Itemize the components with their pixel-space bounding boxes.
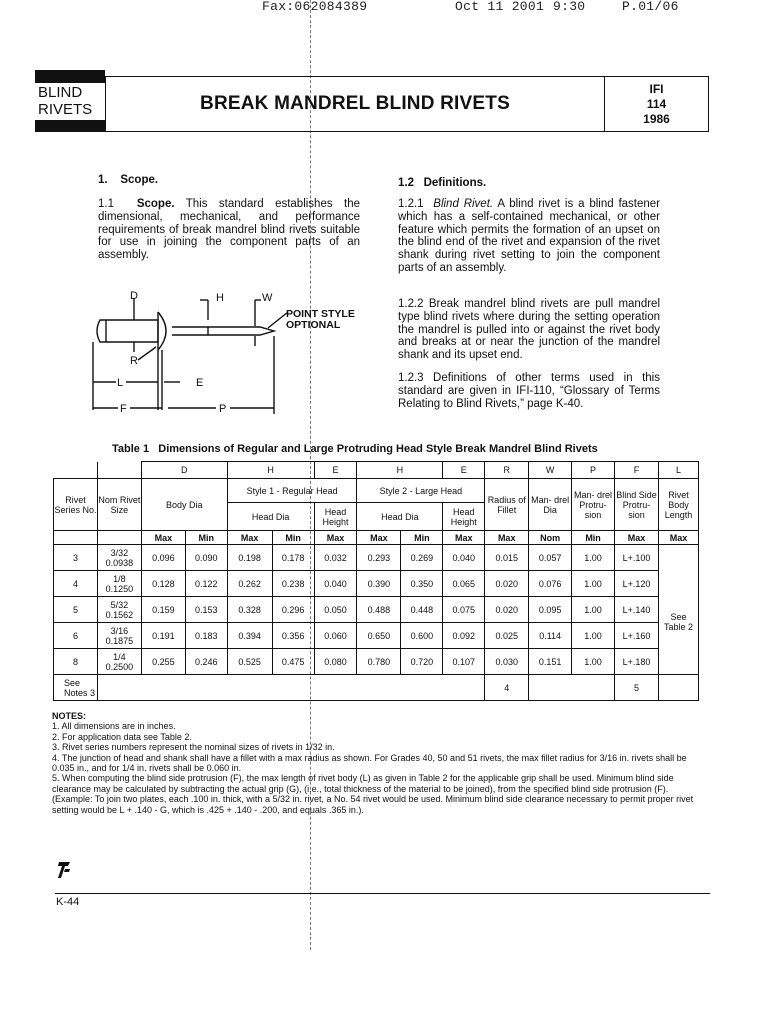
dim-label-r: R	[130, 355, 138, 367]
definition-other-terms: 1.2.3 Definitions of other terms used in this standard are given in IFI-110, “Glossary of Terms Relating to Blind Rivets,” page K-40.	[398, 372, 660, 410]
point-style-label: POINT STYLE	[286, 308, 355, 320]
header-blind-side: Blind Side Protru- sion	[615, 479, 659, 531]
cell-f: L+.100	[615, 545, 659, 571]
table-row	[54, 545, 699, 571]
scope-paragraph	[98, 198, 360, 262]
rivet-head	[158, 312, 166, 350]
cell-p: 1.00	[572, 649, 615, 675]
cell-d-max: 0.159	[141, 597, 185, 623]
cell-nom-decimal: 0.2500	[105, 661, 134, 672]
cell-h1-min: 0.296	[272, 597, 314, 623]
cell-length-empty	[658, 545, 698, 571]
subhead: Max	[615, 531, 659, 545]
header-head-height-1: Head Height	[314, 503, 357, 531]
table-row	[54, 623, 699, 649]
header-mandrel-dia: Man- drel Dia	[529, 479, 572, 531]
cell-w: 0.114	[529, 623, 572, 649]
cell-nom-fraction: 5/32	[110, 599, 129, 610]
cell-h1-min: 0.238	[272, 571, 314, 597]
cell-e1: 0.050	[314, 597, 357, 623]
cell-nom-fraction: 1/4	[113, 651, 126, 662]
cell-nom-size	[97, 597, 141, 623]
subhead: Min	[185, 531, 227, 545]
col-letter-p: P	[572, 462, 615, 479]
cell-d-min: 0.153	[185, 597, 227, 623]
note-item: 4. The junction of head and shank shall have a fillet with a max radius as shown. For Grades 40, 50 and 51 rivets, the max fillet radius for 3/16 in. rivets shall be 0.035 in., and for 1/4 in. rivets shall be 0.060 in.	[52, 752, 687, 774]
cell-series: 5	[54, 597, 98, 623]
definition-break-mandrel: 1.2.2 Break mandrel blind rivets are pull mandrel type blind rivets where during the setting operation the mandrel is pulled into or against the rivet body and breaks at or near the junction of the mandrel shank and its upset end.	[398, 298, 660, 362]
scope-para-text: This standard establishes the dimensional, mechanical, and performance requirements of break mandrel blind rivets suitable for use in joining the component parts of an assembly.	[98, 198, 360, 262]
cell-w: 0.076	[529, 571, 572, 597]
subhead: Max	[443, 531, 485, 545]
cell-series: 8	[54, 649, 98, 675]
cell-h2-max: 0.390	[357, 571, 401, 597]
standard-number: 114	[646, 97, 667, 111]
category-label	[38, 84, 92, 118]
dim-label-e: E	[196, 377, 204, 389]
fax-number: Fax:062084389	[262, 0, 368, 14]
cell-e1: 0.032	[314, 545, 357, 571]
cell-e2: 0.107	[443, 649, 485, 675]
cell-nom-fraction: 3/32	[110, 547, 129, 558]
header-mandrel-protrusion: Man- drel Protru- sion	[572, 479, 615, 531]
cell-nom-fraction: 3/16	[110, 625, 129, 636]
cell-d-max: 0.191	[141, 623, 185, 649]
cell-see-table-2: See Table 2	[658, 571, 698, 675]
cell-series: 3	[54, 545, 98, 571]
cell-w: 0.095	[529, 597, 572, 623]
def-1-term: Blind Rivet.	[433, 198, 494, 210]
standard-box	[605, 76, 709, 132]
cell-h2-max: 0.780	[357, 649, 401, 675]
header-body-length: Rivet Body Length	[658, 479, 698, 531]
col-letter-e2: E	[443, 462, 485, 479]
header-bar-top	[35, 70, 105, 83]
subhead: Min	[272, 531, 314, 545]
cell-d-max: 0.255	[141, 649, 185, 675]
table-row	[54, 571, 699, 597]
cell-p: 1.00	[572, 623, 615, 649]
cell-nom-decimal: 0.1875	[105, 635, 134, 646]
header-head-dia-1: Head Dia	[227, 503, 314, 531]
title-box	[105, 76, 605, 132]
header-bar-bottom	[35, 120, 105, 132]
cell-h1-max: 0.525	[227, 649, 272, 675]
col-letter-h1: H	[227, 462, 314, 479]
fax-time: 9:30	[553, 0, 586, 14]
header-head-height-2: Head Height	[443, 503, 485, 531]
cell-w: 0.151	[529, 649, 572, 675]
cell-h2-min: 0.350	[401, 571, 443, 597]
scope-heading: 1. Scope.	[98, 174, 159, 186]
standard-year: 1986	[643, 112, 670, 126]
footer-rule	[55, 893, 710, 894]
cell-h1-min: 0.178	[272, 545, 314, 571]
point-optional-label: OPTIONAL	[286, 319, 341, 331]
cell-nom-decimal: 0.1250	[105, 583, 134, 594]
cell-h1-min: 0.475	[272, 649, 314, 675]
dim-label-d: D	[130, 290, 138, 302]
scope-para-number: 1.1	[98, 198, 114, 210]
subhead: Max	[357, 531, 401, 545]
cell-d-min: 0.122	[185, 571, 227, 597]
cell-d-min: 0.183	[185, 623, 227, 649]
cell-series: 4	[54, 571, 98, 597]
cell-series: 6	[54, 623, 98, 649]
cell-e2: 0.065	[443, 571, 485, 597]
fax-page: P.01/06	[622, 0, 679, 14]
category-line-1: BLIND	[38, 84, 83, 101]
def-1-text: A blind rivet is a blind fastener which has a self-contained mechanical, or other feature which permits the formation of an upset on the blind end of the rivet and expansion of the rivet shank during rivet setting to join the component parts of an assembly.	[398, 198, 661, 274]
subhead: Max	[227, 531, 272, 545]
note-ref-blind-side: 5	[615, 675, 659, 701]
col-letter-l: L	[658, 462, 698, 479]
dim-label-f: F	[120, 403, 127, 415]
header-style-1: Style 1 - Regular Head	[227, 479, 357, 503]
cell-d-max: 0.128	[141, 571, 185, 597]
header-style-2: Style 2 - Large Head	[357, 479, 485, 503]
header-nom-size: Nom Rivet Size	[97, 479, 141, 531]
cell-f: L+.140	[615, 597, 659, 623]
note-item: 2. For application data see Table 2.	[52, 731, 192, 742]
col-letter-r: R	[485, 462, 529, 479]
see-notes-cell: See Notes 3	[54, 675, 98, 701]
cell-nom-decimal: 0.1562	[105, 609, 134, 620]
definition-blind-rivet	[398, 198, 660, 275]
subhead: Max	[658, 531, 698, 545]
cell-d-min: 0.246	[185, 649, 227, 675]
fax-date: Oct 11 2001	[455, 0, 545, 14]
table-body	[54, 545, 699, 675]
table-row	[54, 649, 699, 675]
table-row	[54, 597, 699, 623]
def-1-number: 1.2.1	[398, 198, 424, 210]
cell-f: L+.180	[615, 649, 659, 675]
col-letter-f: F	[615, 462, 659, 479]
notes-heading: NOTES:	[52, 711, 87, 721]
cell-r: 0.020	[485, 597, 529, 623]
dim-label-w: W	[262, 292, 273, 304]
header-head-dia-2: Head Dia	[357, 503, 443, 531]
page-title: BREAK MANDREL BLIND RIVETS	[200, 93, 510, 114]
col-letter-h2: H	[357, 462, 443, 479]
dim-label-h: H	[216, 292, 224, 304]
dim-label-l: L	[117, 377, 124, 389]
cell-p: 1.00	[572, 597, 615, 623]
col-letter-e1: E	[314, 462, 357, 479]
note-item: 5. When computing the blind side protrusion (F), the max length of rivet body (L) as given in Table 2 for the applicable grip shall be used. Minimum blind side clearance may be calculated by subtracting the actual grip (G), (i.e., total thickness of the material to be joined), from the specified blind side protrusion (F). (Example: To join two plates, each .100 in. thick, with a 5/32 in. rivet, a No. 54 rivet would be used. Minimum blind side clearance necessary to permit proper rivet setting would be L + .140 - G, which is .425 + .140 - .200, and equals .365 in.).	[52, 773, 694, 815]
cell-e1: 0.080	[314, 649, 357, 675]
cell-e1: 0.060	[314, 623, 357, 649]
subhead: Max	[485, 531, 529, 545]
note-item: 3. Rivet series numbers represent the nominal sizes of rivets in 1/32 in.	[52, 742, 335, 753]
cell-h2-min: 0.269	[401, 545, 443, 571]
dim-label-p: P	[219, 403, 227, 415]
cell-e2: 0.075	[443, 597, 485, 623]
subhead: Max	[141, 531, 185, 545]
subhead: Nom	[529, 531, 572, 545]
cell-h2-min: 0.720	[401, 649, 443, 675]
scope-para-head: Scope.	[136, 198, 175, 210]
notes-section	[52, 711, 702, 815]
subhead: Min	[572, 531, 615, 545]
cell-r: 0.025	[485, 623, 529, 649]
cell-nom-size	[97, 545, 141, 571]
cell-h2-max: 0.293	[357, 545, 401, 571]
cell-h1-max: 0.394	[227, 623, 272, 649]
page-number: K-44	[56, 896, 80, 908]
cell-h1-max: 0.198	[227, 545, 272, 571]
cell-h1-max: 0.262	[227, 571, 272, 597]
category-line-2: RIVETS	[38, 101, 93, 118]
cell-h2-max: 0.488	[357, 597, 401, 623]
rivet-diagram	[88, 290, 368, 420]
table-caption: Table 1 Dimensions of Regular and Large Protruding Head Style Break Mandrel Blind Rivets	[112, 443, 598, 455]
cell-f: L+.120	[615, 571, 659, 597]
cell-h1-min: 0.356	[272, 623, 314, 649]
note-item: 1. All dimensions are in inches.	[52, 721, 176, 732]
col-letter-d: D	[141, 462, 227, 479]
mandrel	[172, 327, 274, 335]
cell-nom-size	[97, 571, 141, 597]
header-rivet-series: Rivet Series No.	[54, 479, 98, 531]
cell-p: 1.00	[572, 571, 615, 597]
cell-r: 0.020	[485, 571, 529, 597]
col-letter-w: W	[529, 462, 572, 479]
cell-h2-min: 0.600	[401, 623, 443, 649]
cell-e1: 0.040	[314, 571, 357, 597]
publisher-logo	[56, 860, 72, 880]
cell-e2: 0.040	[443, 545, 485, 571]
cell-r: 0.015	[485, 545, 529, 571]
cell-h2-min: 0.448	[401, 597, 443, 623]
cell-r: 0.030	[485, 649, 529, 675]
header-radius: Radius of Fillet	[485, 479, 529, 531]
cell-w: 0.057	[529, 545, 572, 571]
note-ref-radius: 4	[485, 675, 529, 701]
subhead: Max	[314, 531, 357, 545]
cell-nom-size	[97, 623, 141, 649]
cell-nom-size	[97, 649, 141, 675]
dimensions-table	[53, 461, 699, 701]
definitions-heading: 1.2 Definitions.	[398, 177, 487, 189]
cell-p: 1.00	[572, 545, 615, 571]
cell-e2: 0.092	[443, 623, 485, 649]
header-body-dia: Body Dia	[141, 479, 227, 531]
cell-nom-decimal: 0.0938	[105, 557, 134, 568]
cell-d-max: 0.096	[141, 545, 185, 571]
cell-d-min: 0.090	[185, 545, 227, 571]
cell-f: L+.160	[615, 623, 659, 649]
subhead: Min	[401, 531, 443, 545]
standard-org: IFI	[649, 82, 664, 96]
cell-h1-max: 0.328	[227, 597, 272, 623]
cell-nom-fraction: 1/8	[113, 573, 126, 584]
cell-h2-max: 0.650	[357, 623, 401, 649]
